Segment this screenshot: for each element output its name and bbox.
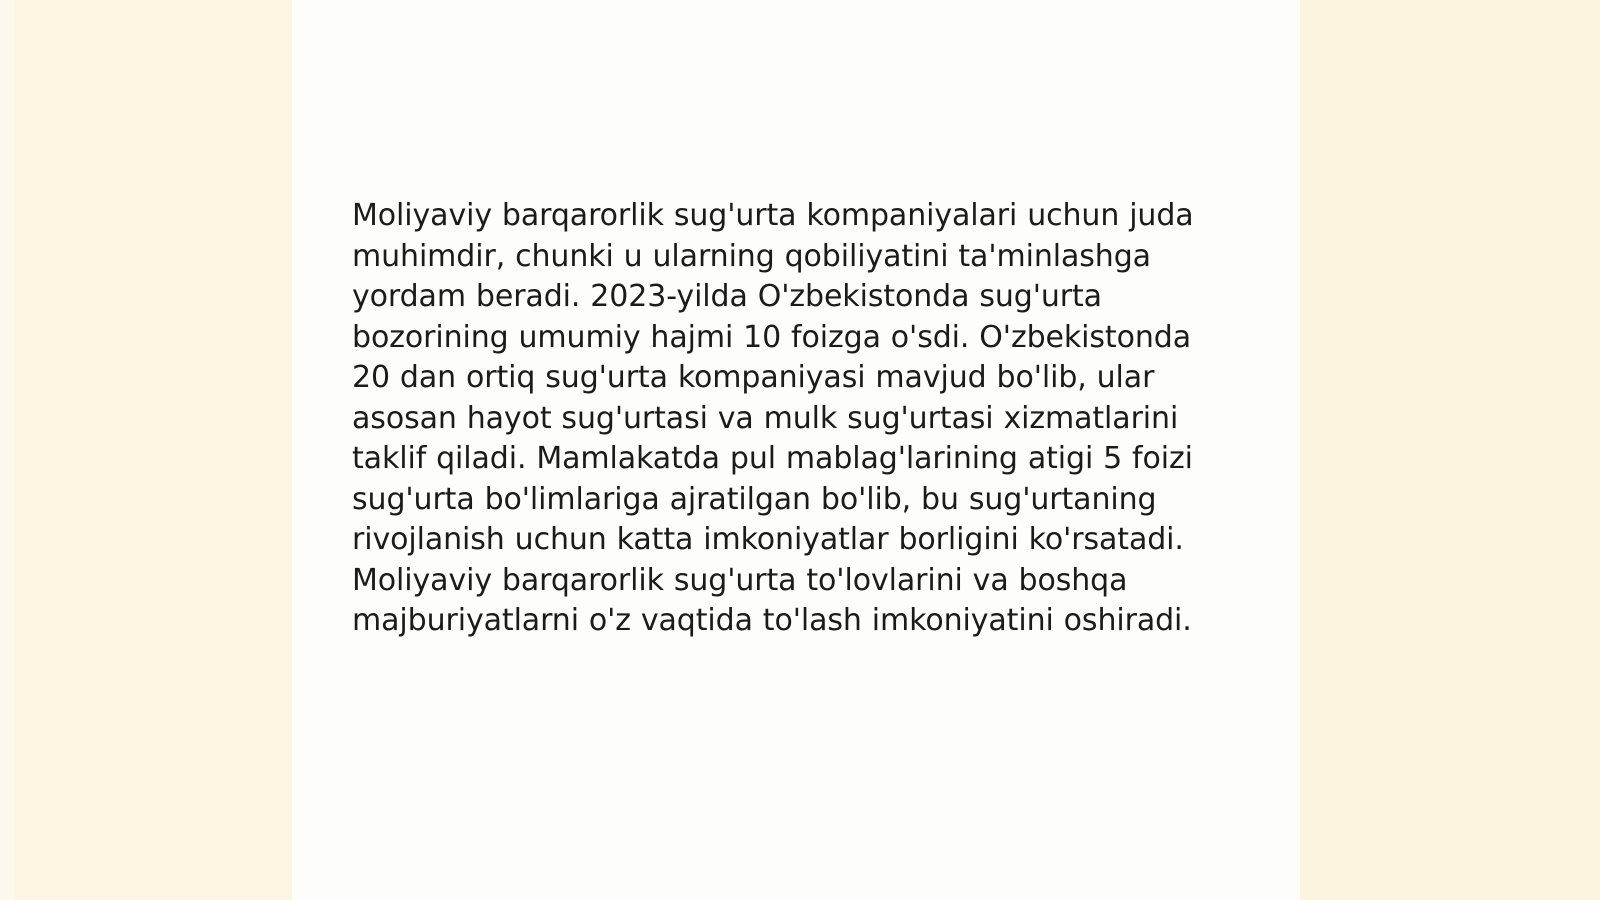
document-sheet — [292, 0, 1300, 900]
body-paragraph: Moliyaviy barqarorlik sug'urta kompaniyalari uchun juda muhimdir, chunki u ularning qobiliyatini ta'minlashga yordam beradi. 2023-yilda O'zbekistonda sug'urta bozorining umumiy hajmi 10 foizga o'sdi. O'zbekistonda 20 dan ortiq sug'urta kompaniyasi mavjud bo'lib, ular asosan hayot sug'urtasi va mulk sug'urtasi xizmatlarini taklif qiladi. Mamlakatda pul mablag'larining atigi 5 foizi sug'urta bo'limlariga ajratilgan bo'lib, bu sug'urtaning rivojlanish uchun katta imkoniyatlar borligini ko'rsatadi. Moliyaviy barqarorlik sug'urta to'lovlarini va boshqa majburiyatlarni o'z vaqtida to'lash imkoniyatini oshiradi. — [352, 198, 1194, 638]
left-edge-strip — [0, 0, 14, 900]
right-margin-band — [1300, 0, 1600, 900]
left-margin-band — [0, 0, 292, 900]
text-block — [352, 196, 1222, 642]
